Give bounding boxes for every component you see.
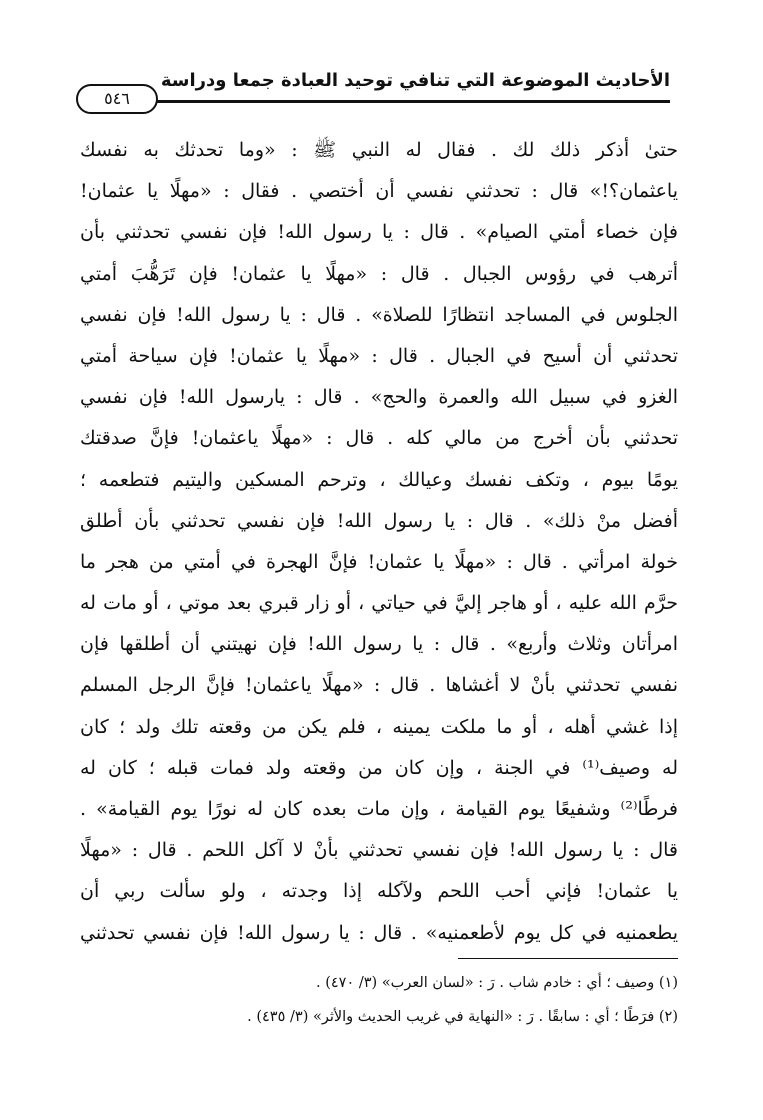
text-line: إذا غشي أهله ، أو ما ملكت يمينه ، فلم يكن من وقعته تلك ولد ؛ كان (80, 715, 678, 738)
text-line: نفسي تحدثني بأنْ لا أغشاها . قال : «مهلًا ياعثمان! فإنَّ الرجل المسلم (80, 674, 678, 697)
footnote-separator (458, 958, 678, 959)
text-line: ياعثمان؟!» قال : تحدثني نفسي أن أختصي . فقال : «مهلًا يا عثمان! (80, 180, 678, 203)
text-line: خولة امرأتي . قال : «مهلًا يا عثمان! فإنَّ الهجرة في أمتي من هجر ما (80, 550, 678, 573)
page-header (88, 66, 670, 122)
text-line: يومًا بيوم ، وتكف نفسك وعيالك ، وترحم المسكين واليتيم فتطعمه ؛ (80, 468, 678, 491)
text-line: الغزو في سبيل الله والعمرة والحج» . قال : يارسول الله! فإن نفسي (80, 386, 678, 409)
running-title: الأحاديث الموضوعة التي تنافي توحيد العبادة جمعا ودراسة (160, 70, 670, 91)
text-line: فرطًا⁽²⁾ وشفيعًا يوم القيامة ، وإن مات بعده كان له نورًا يوم القيامة» . (80, 798, 678, 820)
text-line: تحدثني بأن أخرج من مالي كله . قال : «مهلًا ياعثمان! فإنَّ صدقتك (80, 427, 678, 450)
text-line: امرأتان وثلاث وأربع» . قال : يا رسول الله! فإن نهيتني أن أطلقها فإن (80, 633, 678, 656)
text-line: يطعمنيه في كل يوم لأطعمنيه» . قال : يا رسول الله! فإن نفسي تحدثني (80, 921, 678, 944)
footnote-1: (١) وصيف ؛ أي : خادم شاب . رَ : «لسان العرب» (٣/ ٤٧٠) . (315, 975, 678, 991)
text-line: أترهب في رؤوس الجبال . قال : «مهلًا يا عثمان! فإن تَرَهُّبَ أمتي (80, 262, 678, 285)
text-line: حرَّم الله عليه ، أو هاجر إليَّ في حياتي ، أو زار قبري بعد موتي ، أو مات له (80, 592, 678, 615)
footnotes (80, 966, 678, 1034)
text-line: حتىٰ أذكر ذلك لك . فقال له النبي ﷺ : «وما تحدثك به نفسك (80, 139, 678, 161)
text-line: تحدثني أن أسيح في الجبال . قال : «مهلًا يا عثمان! فإن سياحة أمتي (80, 344, 678, 367)
text-line: قال : يا رسول الله! فإن نفسي تحدثني بأنْ لا آكل اللحم . قال : «مهلًا (80, 839, 678, 862)
footnote-2: (٢) فرَطًا ؛ أي : سابقًا . رَ : «النهاية في غريب الحديث والأثر» (٣/ ٤٣٥) . (247, 1009, 678, 1025)
text-line: يا عثمان! فإني أحب اللحم ولآكله إذا وجدته ، ولو سألت ربي أن (80, 880, 678, 903)
text-line: فإن خصاء أمتي الصيام» . قال : يا رسول الله! فإن نفسي تحدثني بأن (80, 221, 678, 244)
text-line: له وصيف⁽¹⁾ في الجنة ، وإن كان من وقعته ولد فمات قبله ؛ كان له (80, 756, 678, 779)
page-number: ٥٤٦ (76, 84, 158, 114)
text-line: الجلوس في المساجد انتظارًا للصلاة» . قال : يا رسول الله! فإن نفسي (80, 303, 678, 326)
body-text (80, 130, 678, 954)
header-rule (88, 100, 670, 103)
text-line: أفضل منْ ذلك» . قال : يا رسول الله! فإن نفسي تحدثني بأن أطلق (80, 509, 678, 532)
